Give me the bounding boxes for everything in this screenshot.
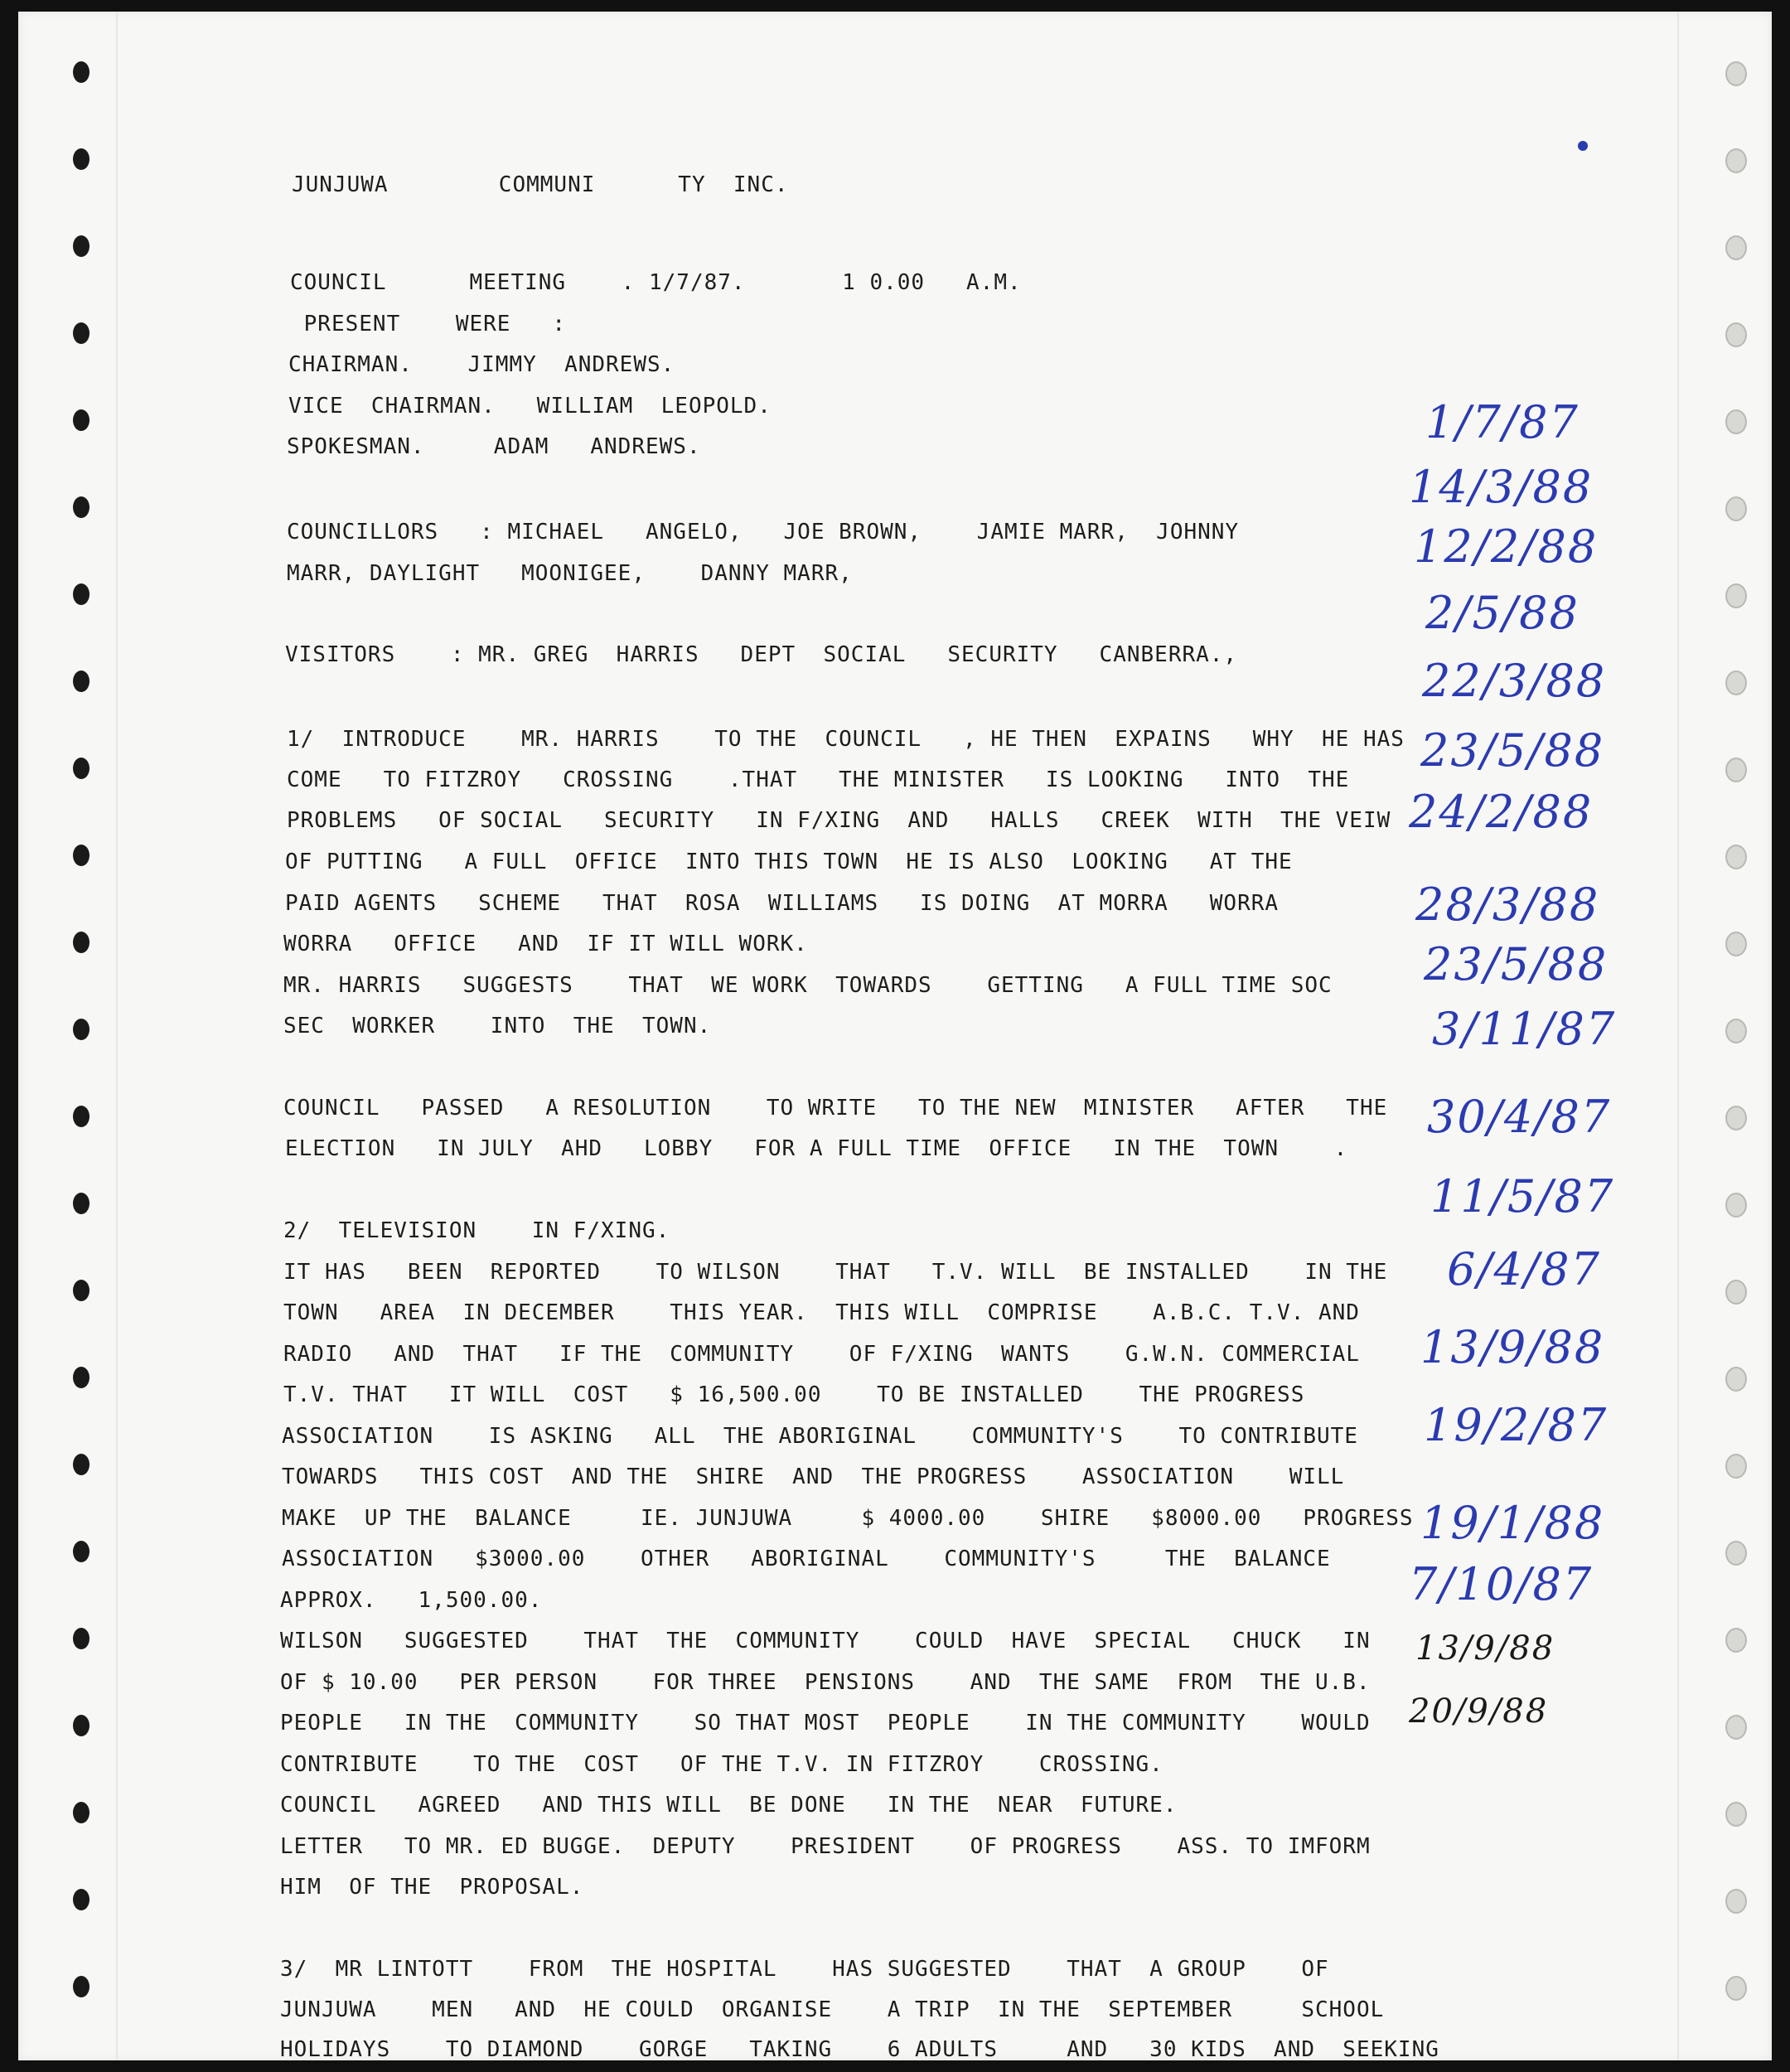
doc-line: TOWARDS THIS COST AND THE SHIRE AND THE PROGRESS ASSOCIATION WILL [282,1464,1345,1489]
doc-line: ASSOCIATION IS ASKING ALL THE ABORIGINAL COMMUNITY'S TO CONTRIBUTE [282,1424,1358,1449]
doc-line: TOWN AREA IN DECEMBER THIS YEAR. THIS WILL COMPRISE A.B.C. T.V. AND [283,1300,1360,1325]
handwritten-date: 20/9/88 [1409,1692,1549,1731]
doc-line: PROBLEMS OF SOCIAL SECURITY IN F/XING AND HALLS CREEK WITH THE VEIW [287,808,1391,833]
doc-line: MR. HARRIS SUGGESTS THAT WE WORK TOWARDS GETTING A FULL TIME SOC [283,973,1333,998]
handwritten-date: 1/7/87 [1425,396,1580,448]
doc-line: SEC WORKER INTO THE TOWN. [283,1014,712,1038]
doc-line: VICE CHAIRMAN. WILLIAM LEOPOLD. [288,394,772,419]
doc-line: OF PUTTING A FULL OFFICE INTO THIS TOWN HE IS ALSO LOOKING AT THE [285,850,1293,874]
doc-line: ASSOCIATION $3000.00 OTHER ABORIGINAL COMMUNITY'S THE BALANCE [282,1547,1331,1571]
doc-line: 1/ INTRODUCE MR. HARRIS TO THE COUNCIL , HE THEN EXPAINS WHY HE HAS [287,727,1405,752]
doc-line: COUNCILLORS : MICHAEL ANGELO, JOE BROWN, JAMIE MARR, JOHNNY [287,520,1240,545]
doc-line: COUNCIL AGREED AND THIS WILL BE DONE IN THE NEAR FUTURE. [280,1793,1178,1818]
handwritten-date: 13/9/88 [1415,1629,1555,1668]
handwritten-date: 28/3/88 [1415,879,1600,931]
doc-line: CHAIRMAN. JIMMY ANDREWS. [288,352,675,377]
doc-line: MARR, DAYLIGHT MOONIGEE, DANNY MARR, [287,561,853,586]
handwritten-date: 24/2/88 [1409,786,1594,838]
handwritten-date: 12/2/88 [1414,520,1599,573]
doc-line: JUNJUWA COMMUNI TY INC. [292,172,789,197]
doc-line: PAID AGENTS SCHEME THAT ROSA WILLIAMS IS DOING AT MORRA WORRA [285,891,1280,916]
doc-line: HIM OF THE PROPOSAL. [280,1875,584,1900]
handwritten-date: 7/10/87 [1409,1558,1594,1610]
doc-line: SPOKESMAN. ADAM ANDREWS. [287,434,701,459]
doc-line: ELECTION IN JULY AHD LOBBY FOR A FULL TIME OFFICE IN THE TOWN . [285,1136,1348,1161]
ink-dot [1578,141,1588,151]
doc-line: LETTER TO MR. ED BUGGE. DEPUTY PRESIDENT OF PROGRESS ASS. TO IMFORM [280,1834,1371,1859]
doc-line: CONTRIBUTE TO THE COST OF THE T.V. IN FITZROY CROSSING. [280,1752,1164,1777]
doc-line: VISITORS : MR. GREG HARRIS DEPT SOCIAL SECURITY CANBERRA., [285,642,1238,667]
doc-line: 3/ MR LINTOTT FROM THE HOSPITAL HAS SUGGESTED THAT A GROUP OF [280,1957,1329,1982]
handwritten-date: 23/5/88 [1424,938,1609,990]
doc-line: JUNJUWA MEN AND HE COULD ORGANISE A TRIP IN THE SEPTEMBER SCHOOL [280,1997,1385,2022]
doc-line: PEOPLE IN THE COMMUNITY SO THAT MOST PEOPLE IN THE COMMUNITY WOULD [280,1711,1371,1736]
doc-line: T.V. THAT IT WILL COST $ 16,500.00 TO BE INSTALLED THE PROGRESS [283,1382,1305,1407]
doc-line: 2/ TELEVISION IN F/XING. [283,1218,670,1243]
handwritten-date: 3/11/87 [1432,1003,1617,1055]
handwritten-date: 13/9/88 [1420,1321,1605,1373]
doc-line: HOLIDAYS TO DIAMOND GORGE TAKING 6 ADULTS AND 30 KIDS AND SEEKING [280,2037,1439,2062]
handwritten-date: 30/4/87 [1427,1091,1612,1143]
doc-line: MAKE UP THE BALANCE IE. JUNJUWA $ 4000.00 SHIRE $8000.00 PROGRESS [282,1506,1414,1531]
handwritten-date: 11/5/87 [1430,1170,1615,1222]
handwritten-date: 19/1/88 [1420,1497,1605,1549]
handwritten-date: 2/5/88 [1425,587,1580,639]
doc-line: RADIO AND THAT IF THE COMMUNITY OF F/XING WANTS G.W.N. COMMERCIAL [283,1342,1360,1367]
handwritten-date: 22/3/88 [1422,655,1607,707]
doc-line: COUNCIL PASSED A RESOLUTION TO WRITE TO THE NEW MINISTER AFTER THE [283,1096,1388,1121]
doc-line: WORRA OFFICE AND IF IT WILL WORK. [283,932,808,956]
handwritten-date: 23/5/88 [1420,724,1605,777]
doc-line: PRESENT WERE : [290,312,567,336]
doc-line: WILSON SUGGESTED THAT THE COMMUNITY COULD HAVE SPECIAL CHUCK IN [280,1629,1371,1653]
handwritten-date: 6/4/87 [1447,1243,1601,1295]
handwritten-date: 19/2/87 [1424,1399,1609,1451]
doc-line: APPROX. 1,500.00. [280,1588,543,1613]
doc-line: COME TO FITZROY CROSSING .THAT THE MINISTER IS LOOKING INTO THE [287,767,1350,792]
handwritten-date: 14/3/88 [1409,461,1594,513]
doc-line: OF $ 10.00 PER PERSON FOR THREE PENSIONS AND THE SAME FROM THE U.B. [280,1670,1371,1695]
doc-line: COUNCIL MEETING . 1/7/87. 1 0.00 A.M. [290,270,1022,295]
doc-line: IT HAS BEEN REPORTED TO WILSON THAT T.V. WILL BE INSTALLED IN THE [283,1260,1388,1285]
